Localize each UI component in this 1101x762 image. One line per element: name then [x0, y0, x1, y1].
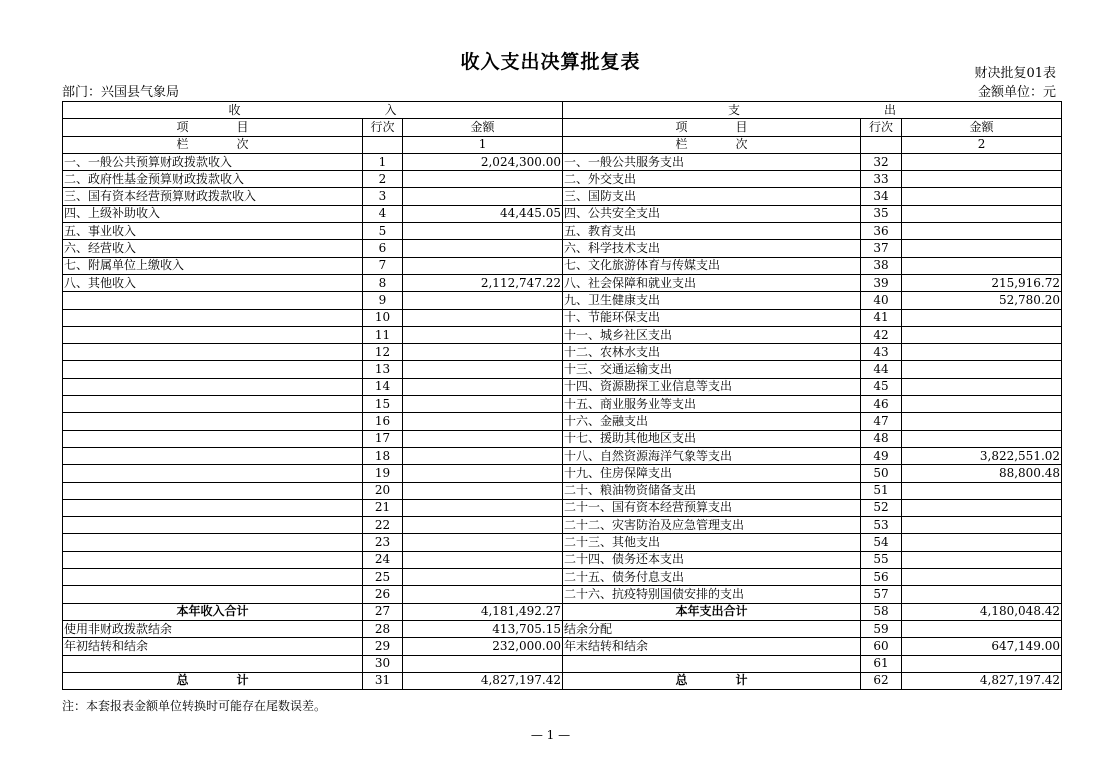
expense-item-cell: 二十二、灾害防治及应急管理支出 [563, 517, 861, 534]
expense-amount-cell [902, 309, 1062, 326]
expense-item-cell: 十六、金融支出 [563, 413, 861, 430]
expense-item-cell: 总 计 [563, 672, 861, 689]
table-row [63, 551, 1062, 568]
income-item-cell [63, 586, 363, 603]
expense-line-cell: 33 [861, 171, 902, 188]
expense-item-cell: 本年支出合计 [563, 603, 861, 620]
expense-line-cell: 58 [861, 603, 902, 620]
income-line-cell: 18 [363, 447, 403, 464]
expense-line-cell: 44 [861, 361, 902, 378]
expense-amount-cell [902, 171, 1062, 188]
table-row [63, 361, 1062, 378]
income-item-cell: 八、其他收入 [63, 274, 363, 291]
income-amount-cell [403, 430, 563, 447]
budget-table [62, 101, 1062, 690]
income-item-cell: 使用非财政拨款结余 [63, 620, 363, 637]
table-row [63, 153, 1062, 170]
income-item-cell [63, 482, 363, 499]
table-row [63, 205, 1062, 222]
expense-amount-cell [902, 499, 1062, 516]
income-line-cell: 25 [363, 569, 403, 586]
expense-amount-cell [902, 223, 1062, 240]
table-row [63, 499, 1062, 516]
expense-item-cell: 二十一、国有资本经营预算支出 [563, 499, 861, 516]
expense-amount-cell: 52,780.20 [902, 292, 1062, 309]
expense-amount-cell [902, 655, 1062, 672]
income-amount-cell [403, 499, 563, 516]
expense-line-cell: 54 [861, 534, 902, 551]
header-row-colno [63, 136, 1062, 153]
table-row [63, 413, 1062, 430]
expense-amount-cell: 88,800.48 [902, 465, 1062, 482]
income-item-cell [63, 413, 363, 430]
expense-item-cell [563, 655, 861, 672]
expense-line-cell: 39 [861, 274, 902, 291]
expense-item-cell: 六、科学技术支出 [563, 240, 861, 257]
table-row [63, 517, 1062, 534]
income-item-cell: 一、一般公共预算财政拨款收入 [63, 153, 363, 170]
income-line-cell: 27 [363, 603, 403, 620]
expense-line-blank [861, 136, 902, 153]
income-item-cell [63, 499, 363, 516]
income-amount-cell [403, 188, 563, 205]
expense-amount-cell [902, 205, 1062, 222]
header-row-section [63, 102, 1062, 119]
income-amount-cell [403, 396, 563, 413]
income-item-cell: 五、事业收入 [63, 223, 363, 240]
table-row [63, 482, 1062, 499]
expense-line-cell: 37 [861, 240, 902, 257]
income-amount-cell [403, 534, 563, 551]
table-row [63, 292, 1062, 309]
page-title: 收入支出决算批复表 [460, 51, 641, 73]
expense-amount-cell [902, 240, 1062, 257]
expense-line-cell: 52 [861, 499, 902, 516]
income-line-cell: 17 [363, 430, 403, 447]
page-number: — 1 — [530, 728, 571, 742]
table-row [63, 171, 1062, 188]
table-row [63, 672, 1062, 689]
income-line-cell: 9 [363, 292, 403, 309]
expense-line-cell: 56 [861, 569, 902, 586]
table-row [63, 569, 1062, 586]
expense-item-cell: 三、国防支出 [563, 188, 861, 205]
income-item-cell: 四、上级补助收入 [63, 205, 363, 222]
income-amount-cell [403, 465, 563, 482]
income-item-cell [63, 396, 363, 413]
expense-column-number: 2 [902, 136, 1062, 153]
expense-item-cell: 十七、援助其他地区支出 [563, 430, 861, 447]
income-amount-cell [403, 517, 563, 534]
expense-line-cell: 59 [861, 620, 902, 637]
income-item-cell [63, 378, 363, 395]
expense-line-cell: 62 [861, 672, 902, 689]
table-row [63, 534, 1062, 551]
expense-item-cell: 九、卫生健康支出 [563, 292, 861, 309]
expense-line-cell: 45 [861, 378, 902, 395]
table-row [63, 603, 1062, 620]
expense-amount-cell: 4,180,048.42 [902, 603, 1062, 620]
expense-amount-cell [902, 344, 1062, 361]
expense-item-cell: 十一、城乡社区支出 [563, 326, 861, 343]
income-line-cell: 11 [363, 326, 403, 343]
income-line-cell: 6 [363, 240, 403, 257]
expense-item-cell: 十五、商业服务业等支出 [563, 396, 861, 413]
income-amount-cell [403, 378, 563, 395]
income-item-cell [63, 534, 363, 551]
income-line-cell: 10 [363, 309, 403, 326]
expense-item-cell: 结余分配 [563, 620, 861, 637]
income-amount-cell: 4,181,492.27 [403, 603, 563, 620]
income-item-cell [63, 292, 363, 309]
expense-amount-cell [902, 586, 1062, 603]
expense-amount-cell: 3,822,551.02 [902, 447, 1062, 464]
income-line-cell: 26 [363, 586, 403, 603]
income-amount-cell [403, 361, 563, 378]
income-item-header: 项 目 [63, 119, 363, 136]
table-row [63, 326, 1062, 343]
expense-section-header: 支 出 [563, 102, 1062, 119]
income-amount-cell: 2,112,747.22 [403, 274, 563, 291]
expense-line-cell: 38 [861, 257, 902, 274]
income-amount-cell [403, 586, 563, 603]
income-item-cell [63, 551, 363, 568]
income-item-cell: 本年收入合计 [63, 603, 363, 620]
income-amount-cell [403, 257, 563, 274]
income-amount-cell [403, 309, 563, 326]
expense-item-cell: 十二、农林水支出 [563, 344, 861, 361]
income-amount-cell [403, 344, 563, 361]
expense-item-cell: 十四、资源勘探工业信息等支出 [563, 378, 861, 395]
income-item-cell: 总 计 [63, 672, 363, 689]
income-amount-cell: 4,827,197.42 [403, 672, 563, 689]
expense-item-cell: 二十三、其他支出 [563, 534, 861, 551]
expense-amount-cell [902, 569, 1062, 586]
income-line-cell: 12 [363, 344, 403, 361]
expense-line-cell: 43 [861, 344, 902, 361]
form-number: 财决批复01表 [974, 66, 1056, 81]
income-line-cell: 2 [363, 171, 403, 188]
income-item-cell [63, 447, 363, 464]
income-line-cell: 3 [363, 188, 403, 205]
income-amount-cell [403, 551, 563, 568]
expense-line-cell: 40 [861, 292, 902, 309]
income-item-cell [63, 517, 363, 534]
income-section-header: 收 入 [63, 102, 563, 119]
income-amount-cell [403, 655, 563, 672]
header-row-columns [63, 119, 1062, 136]
expense-item-cell: 十三、交通运输支出 [563, 361, 861, 378]
expense-line-cell: 51 [861, 482, 902, 499]
table-row [63, 655, 1062, 672]
income-amount-cell [403, 223, 563, 240]
expense-line-cell: 49 [861, 447, 902, 464]
expense-line-cell: 32 [861, 153, 902, 170]
table-row [63, 396, 1062, 413]
income-item-cell: 三、国有资本经营预算财政拨款收入 [63, 188, 363, 205]
expense-amount-header: 金额 [902, 119, 1062, 136]
expense-amount-cell [902, 620, 1062, 637]
income-amount-cell: 44,445.05 [403, 205, 563, 222]
expense-item-cell: 十九、住房保障支出 [563, 465, 861, 482]
expense-amount-cell: 215,916.72 [902, 274, 1062, 291]
income-item-cell: 七、附属单位上缴收入 [63, 257, 363, 274]
income-line-cell: 7 [363, 257, 403, 274]
income-amount-cell [403, 447, 563, 464]
expense-item-cell: 五、教育支出 [563, 223, 861, 240]
table-row [63, 638, 1062, 655]
expense-item-cell: 十、节能环保支出 [563, 309, 861, 326]
income-amount-header: 金额 [403, 119, 563, 136]
income-line-cell: 19 [363, 465, 403, 482]
table-row [63, 257, 1062, 274]
expense-line-cell: 57 [861, 586, 902, 603]
footnote: 注：本套报表金额单位转换时可能存在尾数误差。 [62, 699, 327, 713]
income-line-cell: 20 [363, 482, 403, 499]
income-line-cell: 4 [363, 205, 403, 222]
income-line-blank [363, 136, 403, 153]
income-line-cell: 30 [363, 655, 403, 672]
income-item-cell [63, 344, 363, 361]
table-row [63, 240, 1062, 257]
expense-amount-cell [902, 517, 1062, 534]
income-line-cell: 8 [363, 274, 403, 291]
expense-item-cell: 年末结转和结余 [563, 638, 861, 655]
expense-amount-cell [902, 361, 1062, 378]
expense-item-cell: 十八、自然资源海洋气象等支出 [563, 447, 861, 464]
income-item-cell [63, 465, 363, 482]
table-row [63, 430, 1062, 447]
income-line-cell: 31 [363, 672, 403, 689]
table-row [63, 378, 1062, 395]
income-line-cell: 24 [363, 551, 403, 568]
expense-amount-cell [902, 534, 1062, 551]
income-amount-cell: 2,024,300.00 [403, 153, 563, 170]
expense-line-cell: 60 [861, 638, 902, 655]
income-item-cell: 年初结转和结余 [63, 638, 363, 655]
department-label: 部门：兴国县气象局 [62, 85, 180, 100]
expense-item-cell: 七、文化旅游体育与传媒支出 [563, 257, 861, 274]
income-item-cell [63, 309, 363, 326]
expense-line-cell: 53 [861, 517, 902, 534]
expense-line-cell: 61 [861, 655, 902, 672]
income-amount-cell [403, 482, 563, 499]
income-line-cell: 15 [363, 396, 403, 413]
expense-item-cell: 二十六、抗疫特别国债安排的支出 [563, 586, 861, 603]
expense-line-cell: 42 [861, 326, 902, 343]
income-line-cell: 22 [363, 517, 403, 534]
amount-unit-label: 金额单位：元 [977, 85, 1056, 100]
table-row [63, 309, 1062, 326]
income-line-cell: 5 [363, 223, 403, 240]
income-line-cell: 13 [363, 361, 403, 378]
expense-item-cell: 二十四、债务还本支出 [563, 551, 861, 568]
table-row [63, 586, 1062, 603]
expense-amount-cell [902, 413, 1062, 430]
income-amount-cell [403, 569, 563, 586]
income-amount-cell [403, 292, 563, 309]
table-row [63, 344, 1062, 361]
expense-amount-cell [902, 551, 1062, 568]
income-item-cell [63, 326, 363, 343]
income-line-cell: 28 [363, 620, 403, 637]
income-line-header: 行次 [363, 119, 403, 136]
expense-amount-cell [902, 482, 1062, 499]
expense-line-cell: 55 [861, 551, 902, 568]
table-row [63, 465, 1062, 482]
income-line-cell: 1 [363, 153, 403, 170]
table-row [63, 223, 1062, 240]
table-row [63, 188, 1062, 205]
expense-line-cell: 46 [861, 396, 902, 413]
expense-line-cell: 36 [861, 223, 902, 240]
income-amount-cell [403, 171, 563, 188]
expense-amount-cell [902, 326, 1062, 343]
income-item-cell [63, 569, 363, 586]
income-column-label: 栏 次 [63, 136, 363, 153]
income-line-cell: 23 [363, 534, 403, 551]
income-amount-cell [403, 326, 563, 343]
expense-item-cell: 二十五、债务付息支出 [563, 569, 861, 586]
income-item-cell [63, 655, 363, 672]
expense-line-cell: 50 [861, 465, 902, 482]
income-amount-cell: 413,705.15 [403, 620, 563, 637]
income-line-cell: 21 [363, 499, 403, 516]
expense-amount-cell [902, 430, 1062, 447]
income-item-cell: 二、政府性基金预算财政拨款收入 [63, 171, 363, 188]
income-item-cell [63, 430, 363, 447]
expense-amount-cell [902, 378, 1062, 395]
expense-amount-cell [902, 396, 1062, 413]
expense-item-cell: 四、公共安全支出 [563, 205, 861, 222]
expense-item-cell: 二十、粮油物资储备支出 [563, 482, 861, 499]
income-line-cell: 29 [363, 638, 403, 655]
income-item-cell [63, 361, 363, 378]
expense-line-cell: 47 [861, 413, 902, 430]
expense-amount-cell [902, 188, 1062, 205]
table-row [63, 274, 1062, 291]
expense-column-label: 栏 次 [563, 136, 861, 153]
expense-amount-cell: 647,149.00 [902, 638, 1062, 655]
expense-amount-cell: 4,827,197.42 [902, 672, 1062, 689]
income-line-cell: 14 [363, 378, 403, 395]
expense-line-cell: 48 [861, 430, 902, 447]
table-row [63, 620, 1062, 637]
income-amount-cell [403, 413, 563, 430]
expense-amount-cell [902, 257, 1062, 274]
expense-item-cell: 八、社会保障和就业支出 [563, 274, 861, 291]
income-line-cell: 16 [363, 413, 403, 430]
expense-item-cell: 一、一般公共服务支出 [563, 153, 861, 170]
expense-line-cell: 41 [861, 309, 902, 326]
expense-line-cell: 34 [861, 188, 902, 205]
income-column-number: 1 [403, 136, 563, 153]
expense-line-cell: 35 [861, 205, 902, 222]
expense-line-header: 行次 [861, 119, 902, 136]
income-item-cell: 六、经营收入 [63, 240, 363, 257]
expense-item-header: 项 目 [563, 119, 861, 136]
table-row [63, 447, 1062, 464]
income-amount-cell [403, 240, 563, 257]
expense-item-cell: 二、外交支出 [563, 171, 861, 188]
expense-amount-cell [902, 153, 1062, 170]
income-amount-cell: 232,000.00 [403, 638, 563, 655]
